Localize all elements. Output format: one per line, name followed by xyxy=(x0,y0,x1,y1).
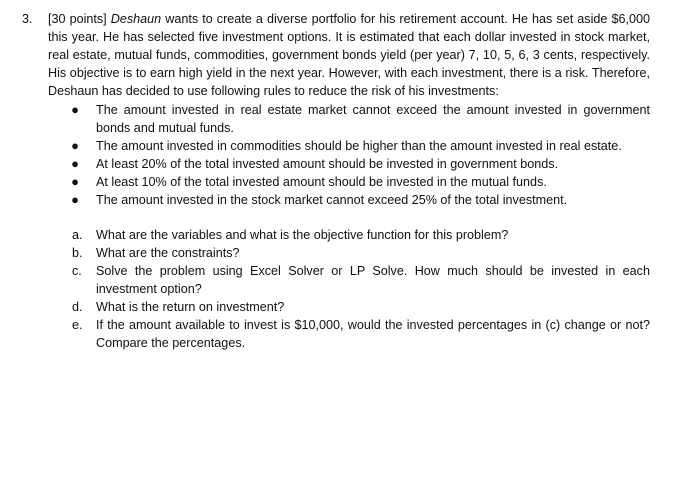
problem-body xyxy=(48,10,650,352)
part-item xyxy=(48,226,650,244)
parts-list xyxy=(48,226,650,352)
rule-item xyxy=(48,173,650,191)
part-label: d. xyxy=(72,300,83,314)
part-text: Solve the problem using Excel Solver or LP Solve. How much should be invested in each investment option? xyxy=(96,264,650,296)
rule-item xyxy=(48,101,650,137)
rule-text: At least 10% of the total invested amount should be invested in the mutual funds. xyxy=(96,175,547,189)
rule-text: At least 20% of the total invested amount should be invested in government bonds. xyxy=(96,157,559,171)
rule-item xyxy=(48,137,650,155)
part-item xyxy=(48,262,650,298)
intro-text: wants to create a diverse portfolio for his retirement account. He has set aside $6,000 this year. He has selected five investment options. It is estimated that each dollar invested in stock market, real estate, mutual funds, commodities, government bonds yield (per year) 7, 10, 5, 6, 3 cents, respectively. His objective is to earn high yield in the next year. However, with each investment, there is a risk. Therefore, Deshaun has decided to use following rules to reduce the risk of his investments: xyxy=(48,12,650,98)
rule-text: The amount invested in the stock market cannot exceed 25% of the total investment. xyxy=(96,193,568,207)
bullet-icon: ● xyxy=(71,192,79,207)
part-label: a. xyxy=(72,228,83,242)
part-text: What are the variables and what is the objective function for this problem? xyxy=(96,228,509,242)
problem-number: 3. xyxy=(22,12,33,26)
part-text: What is the return on investment? xyxy=(96,300,285,314)
problem-intro xyxy=(48,10,650,100)
part-label: c. xyxy=(72,264,82,278)
part-label: b. xyxy=(72,246,83,260)
points-label: [30 points] xyxy=(48,12,107,26)
part-item xyxy=(48,316,650,352)
bullet-icon: ● xyxy=(71,102,79,117)
problem-3 xyxy=(22,10,650,352)
bullet-icon: ● xyxy=(71,138,79,153)
part-label: e. xyxy=(72,318,83,332)
rule-text: The amount invested in real estate market cannot exceed the amount invested in government bonds and mutual funds. xyxy=(96,103,650,135)
bullet-icon: ● xyxy=(71,174,79,189)
part-item xyxy=(48,244,650,262)
person-name: Deshaun xyxy=(110,12,162,26)
rule-text: The amount invested in commodities should be higher than the amount invested in real estate. xyxy=(96,139,622,153)
part-item xyxy=(48,298,650,316)
part-text: If the amount available to invest is $10,000, would the invested percentages in (c) change or not? Compare the percentages. xyxy=(96,318,650,350)
part-text: What are the constraints? xyxy=(96,246,240,260)
rule-item xyxy=(48,191,650,209)
bullet-icon: ● xyxy=(71,156,79,171)
rules-list xyxy=(48,101,650,209)
rule-item xyxy=(48,155,650,173)
